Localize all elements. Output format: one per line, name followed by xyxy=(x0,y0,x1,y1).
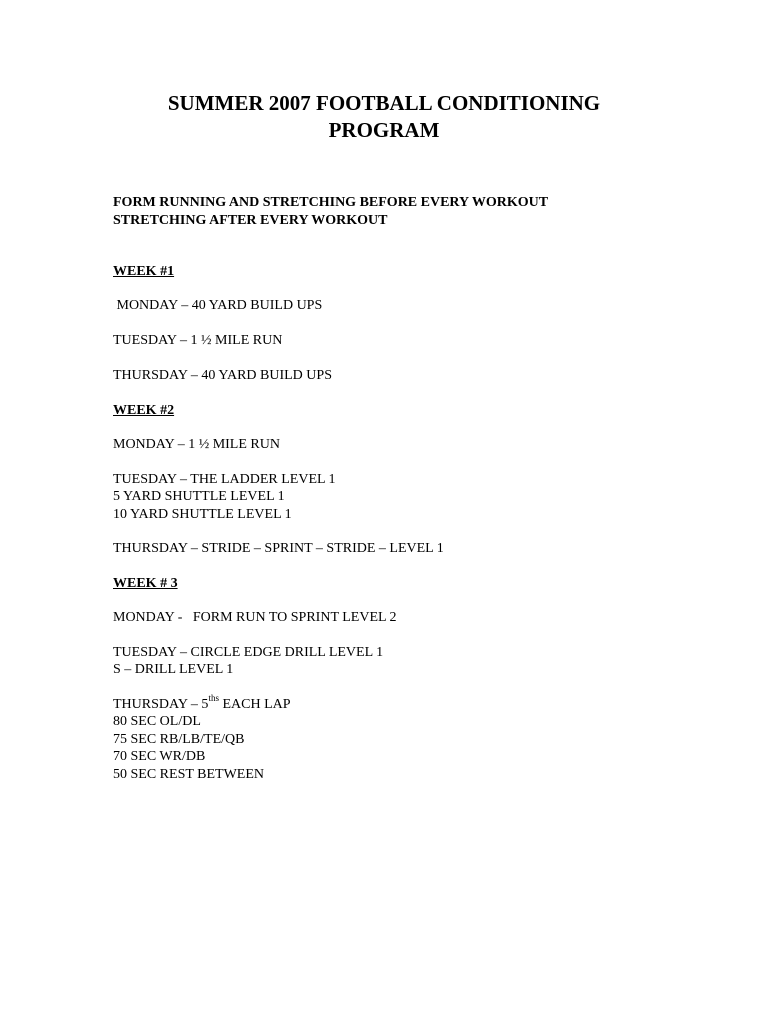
week-2-heading: WEEK #2 xyxy=(113,403,175,418)
week-3-thursday xyxy=(113,693,291,714)
week-3-heading: WEEK # 3 xyxy=(113,576,178,591)
intro-line-1: FORM RUNNING AND STRETCHING BEFORE EVERY WORKOUT xyxy=(113,195,549,210)
document-title xyxy=(0,90,768,144)
week-2-thursday: THURSDAY – STRIDE – SPRINT – STRIDE – LEVEL 1 xyxy=(113,541,444,556)
intro-line-2: STRETCHING AFTER EVERY WORKOUT xyxy=(113,212,388,228)
week-3-thursday-line-3: 75 SEC RB/LB/TE/QB xyxy=(113,732,245,747)
week-3-tuesday-line-2: S – DRILL LEVEL 1 xyxy=(113,662,234,677)
week-3-tuesday: TUESDAY – CIRCLE EDGE DRILL LEVEL 1 xyxy=(113,645,384,660)
week-2-tuesday-line-2: 5 YARD SHUTTLE LEVEL 1 xyxy=(113,489,285,504)
week-3-thursday-suffix: EACH LAP xyxy=(218,697,291,712)
week-1-monday: MONDAY – 40 YARD BUILD UPS xyxy=(113,298,323,313)
week-3-thursday-line-5: 50 SEC REST BETWEEN xyxy=(113,767,265,782)
week-2-tuesday-line-3: 10 YARD SHUTTLE LEVEL 1 xyxy=(113,507,292,522)
week-3-monday: MONDAY - FORM RUN TO SPRINT LEVEL 2 xyxy=(113,610,397,625)
week-1-heading: WEEK #1 xyxy=(113,264,175,279)
week-3-thursday-superscript: ths xyxy=(208,693,219,704)
week-2-tuesday: TUESDAY – THE LADDER LEVEL 1 xyxy=(113,472,336,487)
title-line-2: PROGRAM xyxy=(328,118,440,142)
week-3-thursday-line-4: 70 SEC WR/DB xyxy=(113,749,206,764)
week-2-monday: MONDAY – 1 ½ MILE RUN xyxy=(113,437,280,452)
week-3-thursday-prefix: THURSDAY – 5 xyxy=(113,697,209,712)
week-3-thursday-line-2: 80 SEC OL/DL xyxy=(113,714,201,729)
week-1-tuesday: TUESDAY – 1 ½ MILE RUN xyxy=(113,333,283,348)
title-line-1: SUMMER 2007 FOOTBALL CONDITIONING xyxy=(167,91,601,115)
week-1-thursday: THURSDAY – 40 YARD BUILD UPS xyxy=(113,368,332,383)
intro-instructions xyxy=(113,194,548,229)
